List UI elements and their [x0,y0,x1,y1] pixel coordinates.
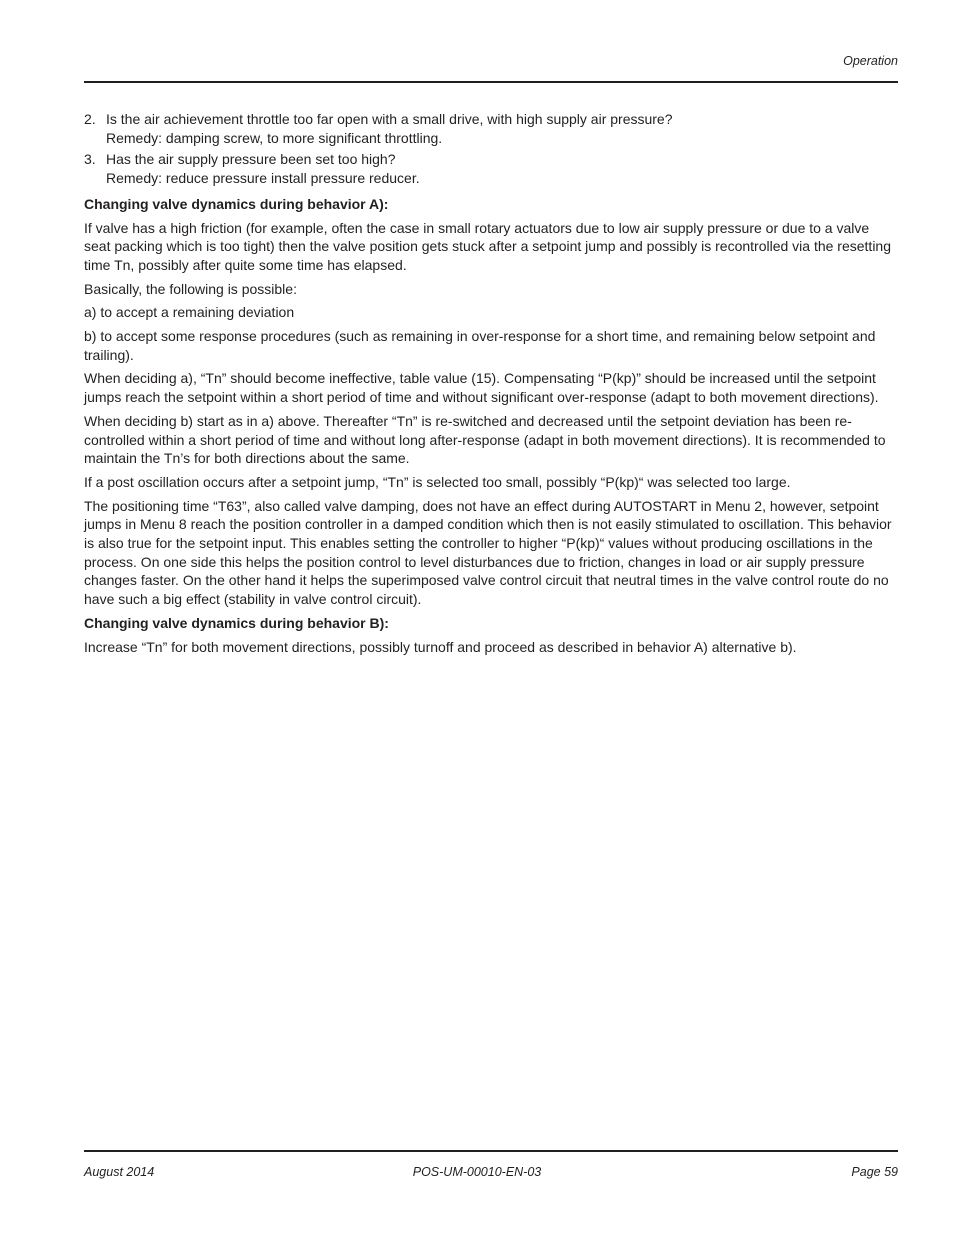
list-item [84,110,898,147]
page-content [84,110,898,661]
paragraph: When deciding a), “Tn” should become ineffective, table value (15). Compensating “P(kp)” should be increased until the setpoint jumps reach the setpoint within a short period of time and without significant over-response (adapt to both movement directions). [84,370,879,406]
paragraph: If valve has a high friction (for example, often the case in small rotary actuators due to low air supply pressure or due to a valve seat packing which is too tight) then the valve position gets stuck after a setpoint jump and possibly is recontrolled via the resetting time Tn, possibly after quite some time has elapsed. [84,219,891,273]
paragraph: When deciding b) start as in a) above. Thereafter “Tn” is re-switched and decreased until the setpoint deviation has been re-controlled within a short period of time and without long after-response (adapt in both movement directions). It is recommended to maintain the Tn’s for both directions about the same. [84,412,886,467]
list-item-number: 2. [84,111,96,127]
paragraph: The positioning time “T63”, also called valve damping, does not have an effect during AUTOSTART in Menu 2, however, setpoint jumps in Menu 8 reach the position controller in a damped condition which then is not easily stimulated to oscillation. This behavior is also true for the setpoint input. This enables setting the controller to higher “P(kp)“ values without producing oscillations in the process. On one side this helps the position control to level disturbances due to friction, changes in load or air supply pressure changes faster. On the other hand it helps the superimposed valve control circuit that neutral times in the valve control route do no have such a big effect (stability in valve control circuit). [84,497,892,608]
paragraph: Basically, the following is possible: [84,280,297,297]
paragraph: If a post oscillation occurs after a setpoint jump, “Tn” is selected too small, possibly “P(kp)“ was selected too large. [84,473,791,490]
list-item-remedy: Remedy: reduce pressure install pressure reducer. [106,170,420,187]
list-item-question: Has the air supply pressure been set too high? [106,151,396,168]
list-item-remedy: Remedy: damping screw, to more significant throttling. [106,129,443,146]
paragraph: b) to accept some response procedures (such as remaining in over-response for a short time, and remaining below setpoint and trailing). [84,328,876,363]
footer-page-number: Page 59 [851,1165,898,1179]
remedy-list [84,110,898,188]
footer-rule [84,1150,898,1152]
header-rule [84,81,898,83]
list-item-question: Is the air achievement throttle too far open with a small drive, with high supply air pressure? [106,111,673,127]
footer-date: August 2014 [84,1165,155,1179]
list-item-number: 3. [84,151,96,168]
paragraph: Increase “Tn” for both movement directions, possibly turnoff and proceed as described in behavior A) alternative b). [84,638,797,655]
paragraph: a) to accept a remaining deviation [84,304,295,321]
running-header: Operation [843,54,898,68]
footer-doc-id: POS-UM-00010-EN-03 [412,1165,542,1179]
section-b-heading: Changing valve dynamics during behavior B): [84,614,389,631]
section-a-heading: Changing valve dynamics during behavior A): [84,195,389,212]
list-item [84,150,898,187]
